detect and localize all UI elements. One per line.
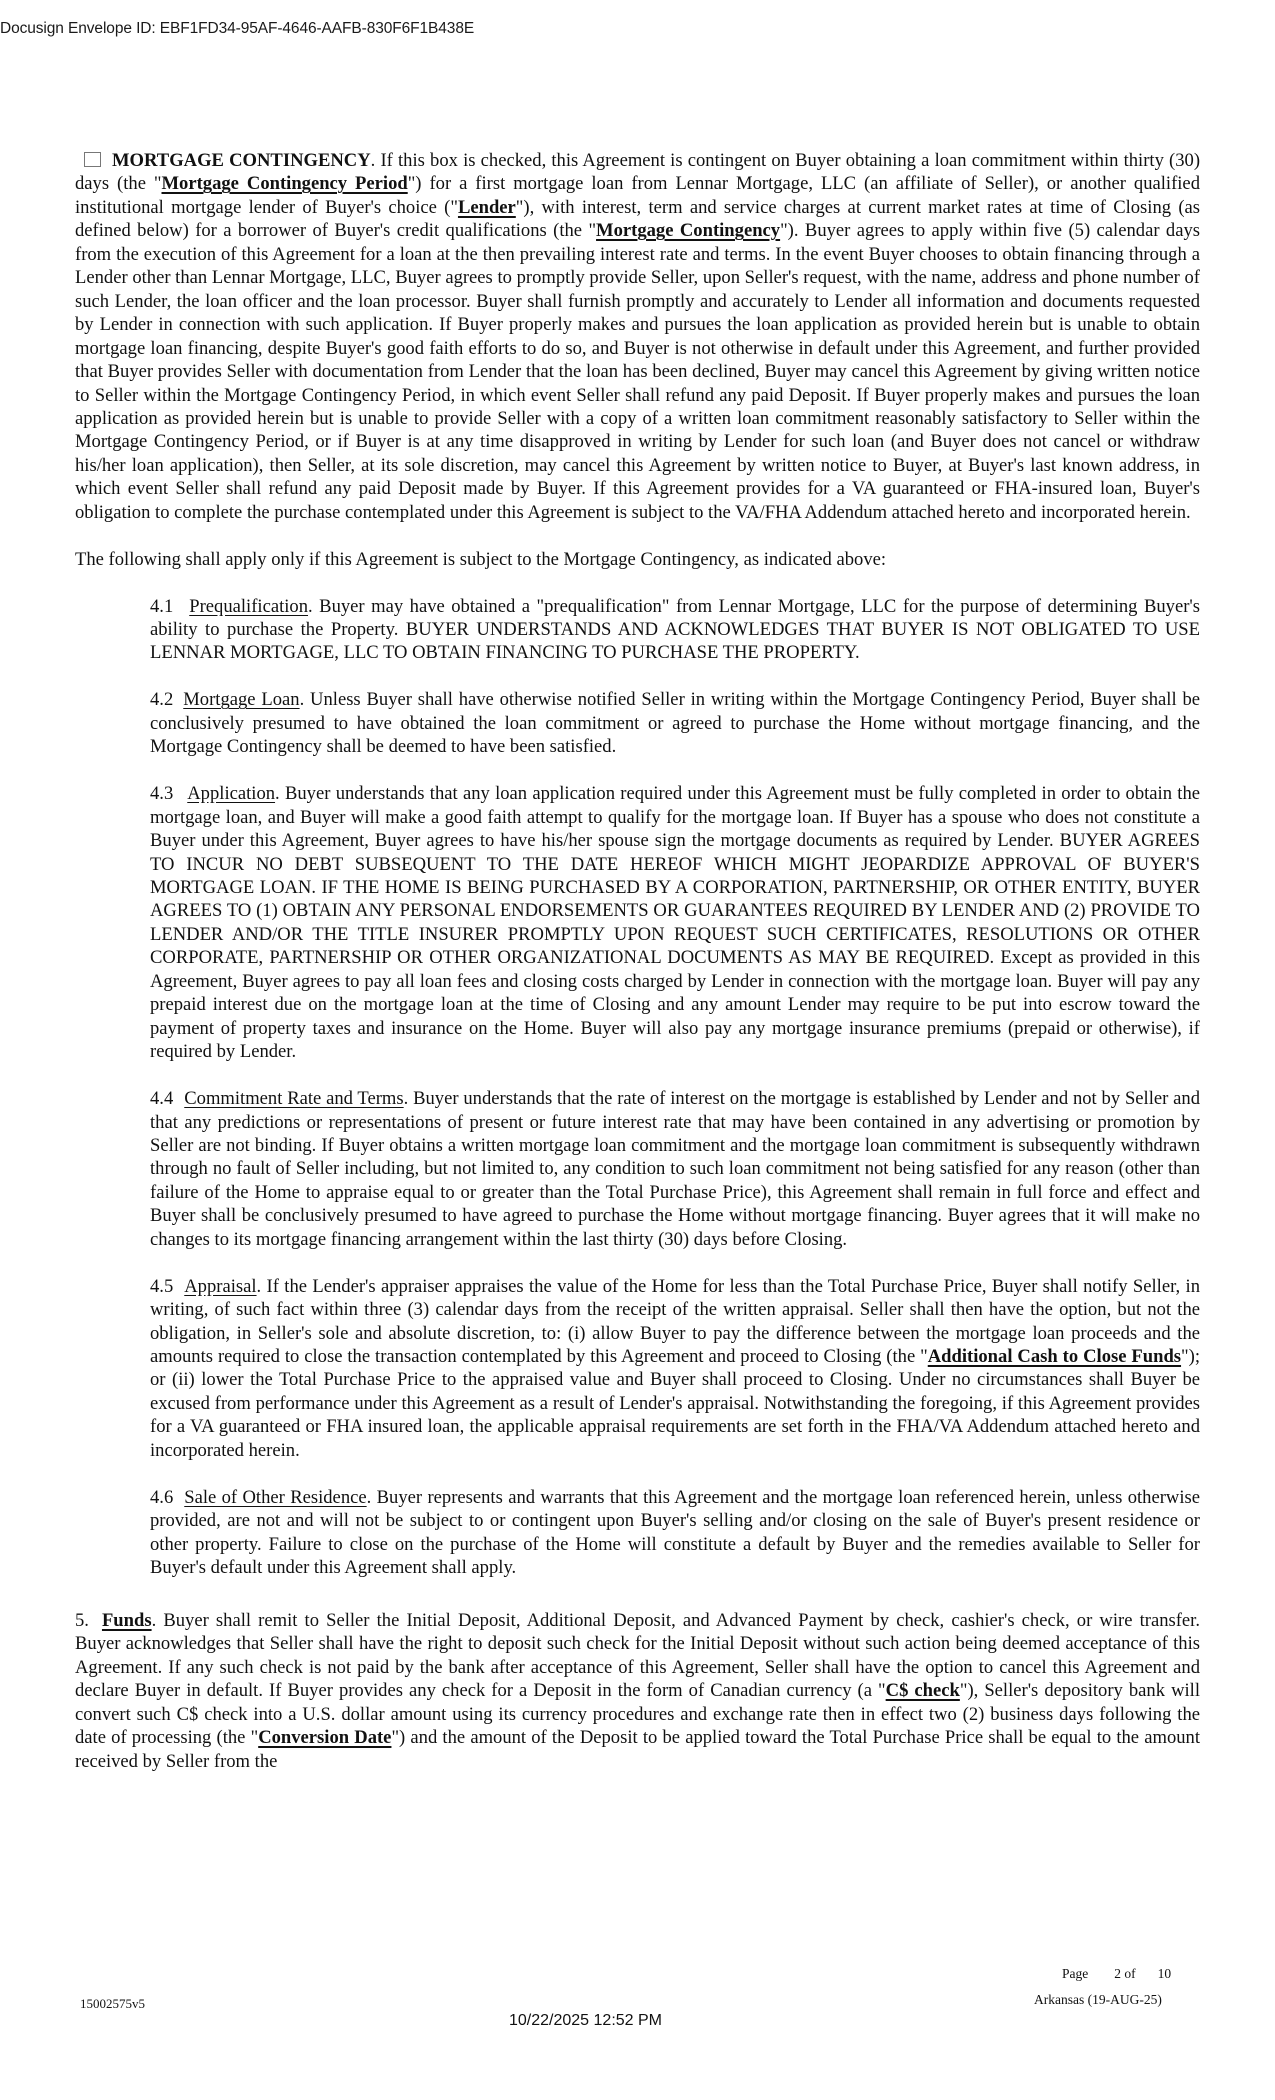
spacer bbox=[75, 524, 1200, 547]
spacer bbox=[75, 571, 1200, 594]
mortgage-contingency-paragraph bbox=[75, 149, 1200, 524]
defined-term-mortgage-contingency: Mortgage Contingency bbox=[596, 220, 781, 242]
section-number: 4.1 bbox=[150, 595, 174, 617]
section-4-1 bbox=[150, 595, 1200, 665]
section-number: 4.2 bbox=[150, 689, 174, 711]
document-code: 15002575v5 bbox=[80, 1996, 145, 2011]
signing-timestamp: 10/22/2025 12:52 PM bbox=[509, 2012, 663, 2029]
section-5-funds bbox=[75, 1609, 1200, 1773]
state-version: Arkansas (19-AUG-25) bbox=[1034, 1992, 1162, 2007]
paragraph-text: ") for a first mortgage loan from Lennar Mortgage, LLC (an affiliate of Seller), or another qualified institutional mortgage lender of Buyer's choice (" bbox=[75, 173, 1200, 218]
mortgage-contingency-title: MORTGAGE CONTINGENCY bbox=[112, 150, 371, 171]
section-4-2 bbox=[150, 688, 1200, 758]
paragraph-text: "). Buyer agrees to apply within five (5) calendar days from the execution of this Agreement for a loan at the then prevailing interest rate and terms. In the event Buyer chooses to obtain financing through a Lender other than Lennar Mortgage, LLC, Buyer agrees to promptly provide Seller, upon Seller's request, with the name, address and phone number of such Lender, the loan officer and the loan processor. Buyer shall furnish promptly and accurately to Lender all information and documents requested by Lender in connection with such application. If Buyer properly makes and pursues the loan application as provided herein but is unable to obtain mortgage loan financing, despite Buyer's good faith efforts to do so, and Buyer is not otherwise in default under this Agreement, and further provided that Buyer provides Seller with documentation from Lender that the loan has been declined, Buyer may cancel this Agreement by giving written notice to Seller within the Mortgage Contingency Period, in which event Seller shall refund any paid Deposit. If Buyer properly makes and pursues the loan application as provided herein but is unable to provide Seller with a copy of a written loan commitment reasonably satisfactory to Seller within the Mortgage Contingency Period, or if Buyer is at any time disapproved in writing by Lender for such loan (and Buyer does not cancel or withdraw his/her loan application), then Seller, at its sole discretion, may cancel this Agreement by written notice to Buyer, at Buyer's last known address, in which event Seller shall refund any paid Deposit made by Buyer. If this Agreement provides for a VA guaranteed or FHA-insured loan, Buyer's obligation to complete the purchase contemplated under this Agreement is subject to the VA/FHA Addendum attached hereto and incorporated herein. bbox=[75, 220, 1200, 523]
defined-term-additional-cash-to-close-funds: Additional Cash to Close Funds bbox=[927, 1346, 1182, 1368]
document-page bbox=[75, 149, 1200, 1773]
section-body: . Unless Buyer shall have otherwise notified Seller in writing within the Mortgage Contingency Period, Buyer shall be conclusively presumed to have obtained the loan commitment or agreed to purchase the Home without mortgage financing, and the Mortgage Contingency shall be deemed to have been satisfied. bbox=[150, 689, 1201, 758]
defined-term-lender: Lender bbox=[457, 196, 516, 218]
section-4-3 bbox=[150, 782, 1200, 1063]
page-current: 2 bbox=[1114, 1966, 1121, 1981]
section-body: . Buyer understands that the rate of interest on the mortgage is established by Lender and not by Seller and that any predictions or representations of present or future interest rate that may have been contained in any advertising or promotion by Seller are not binding. If Buyer obtains a written mortgage loan commitment and the mortgage loan commitment is subsequently withdrawn through no fault of Seller including, but not limited to, any condition to such loan commitment not being satisfied for any reason (other than failure of the Home to appraise equal to or greater than the Total Purchase Price), this Agreement shall remain in full force and effect and Buyer shall be conclusively presumed to have agreed to purchase the Home without mortgage financing. Buyer agrees that it will make no changes to its mortgage financing arrangement within the last thirty (30) days before Closing. bbox=[150, 1088, 1200, 1250]
spacer bbox=[75, 1251, 1200, 1274]
defined-term-conversion-date: Conversion Date bbox=[258, 1727, 392, 1749]
spacer bbox=[75, 759, 1200, 782]
paragraph-text: "), with interest, term and service charges at current market rates at time of Closing (as defined below) for a borrower of Buyer's credit qualifications (the " bbox=[75, 196, 1201, 242]
spacer bbox=[75, 1462, 1200, 1485]
section-4-4 bbox=[150, 1087, 1200, 1251]
section-heading: Mortgage Loan bbox=[183, 689, 300, 711]
section-heading: Prequalification bbox=[189, 595, 309, 617]
section-body: . Buyer understands that any loan application required under this Agreement must be fully completed in order to obtain the mortgage loan, and Buyer will make a good faith attempt to qualify for the mortgage loan. If Buyer has a spouse who does not constitute a Buyer under this Agreement, Buyer agrees to have his/her spouse sign the mortgage documents as required by Lender. BUYER AGREES TO INCUR NO DEBT SUBSEQUENT TO THE DATE HEREOF WHICH MIGHT JEOPARDIZE APPROVAL OF BUYER'S MORTGAGE LOAN. IF THE HOME IS BEING PURCHASED BY A CORPORATION, PARTNERSHIP, OR OTHER ENTITY, BUYER AGREES TO (1) OBTAIN ANY PERSONAL ENDORSEMENTS OR GUARANTEES REQUIRED BY LENDER AND (2) PROVIDE TO LENDER AND/OR THE TITLE INSURER PROMPTLY UPON REQUEST SUCH CERTIFICATES, RESOLUTIONS OR OTHER CORPORATE, PARTNERSHIP OR OTHER ORGANIZATIONAL DOCUMENTS AS MAY BE REQUIRED. Except as provided in this Agreement, Buyer agrees to pay all loan fees and closing costs charged by Lender in connection with the mortgage loan. Buyer will pay any prepaid interest due on the mortgage loan at the time of Closing and any amount Lender may require to be put into escrow toward the payment of property taxes and insurance on the Home. Buyer will also pay any mortgage insurance premiums (prepaid or otherwise), if required by Lender. bbox=[150, 783, 1200, 1063]
section-number: 4.4 bbox=[150, 1088, 174, 1110]
page-of-label: of bbox=[1124, 1966, 1136, 1981]
section-4-6 bbox=[150, 1486, 1200, 1580]
section-number: 4.6 bbox=[150, 1486, 174, 1508]
section-number: 4.5 bbox=[150, 1275, 174, 1297]
section-heading: Application bbox=[187, 783, 276, 805]
section-body: "); or (ii) lower the Total Purchase Price to the appraised value and Buyer shall proceed to Closing. Under no circumstances shall Buyer be excused from performance under this Agreement as a result of Lender's appraisal. Notwithstanding the foregoing, if this Agreement provides for a VA guaranteed or FHA insured loan, the applicable appraisal requirements are set forth in the FHA/VA Addendum attached hereto and incorporated herein. bbox=[150, 1346, 1200, 1461]
section-4-5 bbox=[150, 1275, 1200, 1463]
section-body: "), Seller's depository bank will convert such C$ check into a U.S. dollar amount using its currency procedures and exchange rate then in effect two (2) business days following the date of processing (the " bbox=[75, 1680, 1200, 1749]
section-body: ") and the amount of the Deposit to be applied toward the Total Purchase Price shall be equal to the amount received by Seller from the bbox=[75, 1727, 1200, 1772]
section-heading: Appraisal bbox=[184, 1275, 257, 1297]
mortgage-contingency-checkbox[interactable] bbox=[84, 152, 101, 167]
intro-paragraph: The following shall apply only if this Agreement is subject to the Mortgage Contingency, as indicated above: bbox=[75, 548, 887, 570]
defined-term-c-check: C$ check bbox=[885, 1680, 960, 1702]
section-body: . Buyer shall remit to Seller the Initial Deposit, Additional Deposit, and Advanced Payment by check, cashier's check, or wire transfer. Buyer acknowledges that Seller shall have the right to deposit such check for the Initial Deposit without such action being deemed acceptance of this Agreement. If any such check is not paid by the bank after acceptance of this Agreement, Seller shall have the option to cancel this Agreement and declare Buyer in default. If Buyer provides any check for a Deposit in the form of Canadian currency (a " bbox=[75, 1609, 1200, 1702]
section-number: 5. bbox=[75, 1609, 89, 1631]
section-body: . If the Lender's appraiser appraises the value of the Home for less than the Total Purchase Price, Buyer shall notify Seller, in writing, of such fact within three (3) calendar days from the receipt of the written appraisal. Seller shall then have the option, but not the obligation, in Seller's sole and absolute discretion, to: (i) allow Buyer to pay the difference between the mortgage loan proceeds and the amounts required to close the transaction contemplated by this Agreement and proceed to Closing (the " bbox=[150, 1275, 1200, 1368]
page-label: Page bbox=[1062, 1966, 1089, 1981]
spacer bbox=[75, 1580, 1200, 1603]
section-number: 4.3 bbox=[150, 783, 174, 805]
docusign-envelope-id: Docusign Envelope ID: EBF1FD34-95AF-4646-AAFB-830F6F1B438E bbox=[0, 20, 475, 37]
page-number bbox=[1062, 1966, 1171, 1982]
paragraph-text: . If this box is checked, this Agreement is contingent on Buyer obtaining a loan commitment within thirty (30) days (the " bbox=[75, 150, 1201, 195]
section-heading: Commitment Rate and Terms bbox=[184, 1088, 404, 1110]
page-total: 10 bbox=[1157, 1966, 1172, 1981]
spacer bbox=[75, 665, 1200, 688]
section-heading: Sale of Other Residence bbox=[184, 1486, 367, 1508]
section-body: . Buyer represents and warrants that this Agreement and the mortgage loan referenced herein, unless otherwise provided, are not and will not be subject to or contingent upon Buyer's selling and/or closing on the sale of Buyer's present residence or other property. Failure to close on the purchase of the Home will constitute a default by Buyer and the remedies available to Seller for Buyer's default under this Agreement shall apply. bbox=[150, 1486, 1200, 1579]
spacer bbox=[75, 1064, 1200, 1087]
defined-term-mortgage-contingency-period: Mortgage Contingency Period bbox=[161, 173, 408, 195]
section-body: . Buyer may have obtained a "prequalification" from Lennar Mortgage, LLC for the purpose of determining Buyer's ability to purchase the Property. BUYER UNDERSTANDS AND ACKNOWLEDGES THAT BUYER IS NOT OBLIGATED TO USE LENNAR MORTGAGE, LLC TO OBTAIN FINANCING TO PURCHASE THE PROPERTY. bbox=[150, 595, 1200, 664]
section-heading-funds: Funds bbox=[101, 1609, 152, 1631]
